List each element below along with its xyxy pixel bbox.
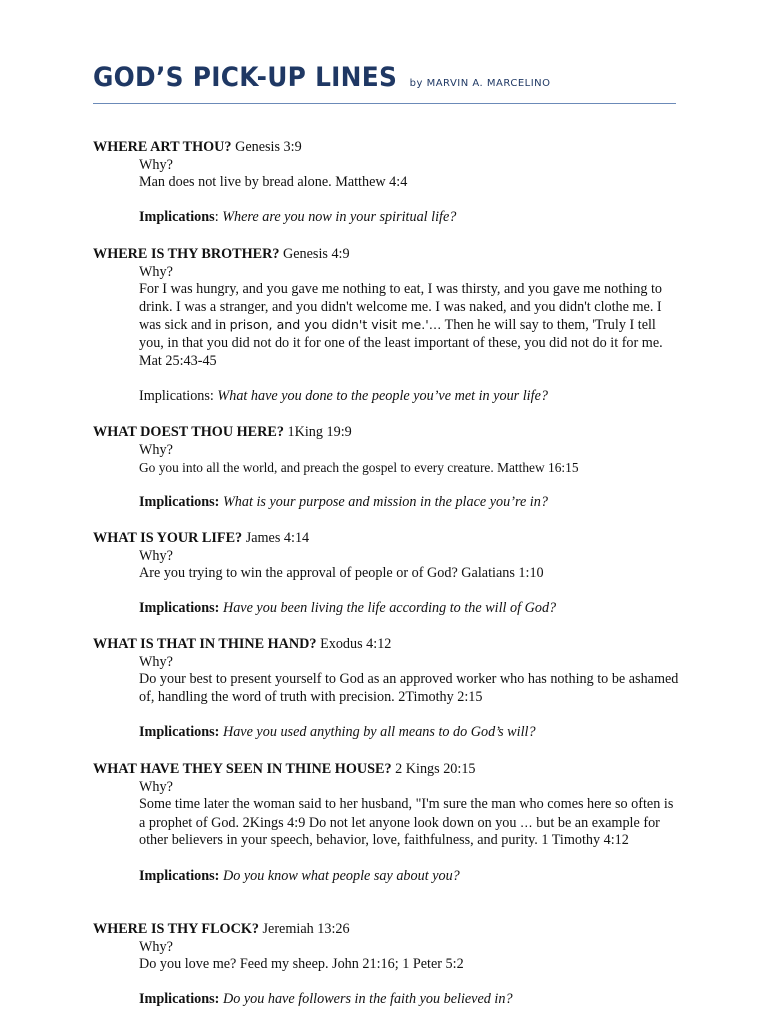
why-label: Why? xyxy=(139,653,173,670)
question-reference: Genesis 4:9 xyxy=(279,246,350,262)
question-line xyxy=(93,921,683,939)
question-reference: 2 Kings 20:15 xyxy=(391,761,476,777)
implications-text: Have you been living the life according to the will of God? xyxy=(222,600,557,617)
answer-part-a: Some time later the woman said to her husband, "I'm sure the man who comes here so often is a prophet of God. 2Kings 4:9 Do not let anyone look down on you xyxy=(139,796,674,831)
implications-line xyxy=(93,991,683,1009)
question-text: WHAT IS YOUR LIFE? xyxy=(93,530,243,546)
question-section-6 xyxy=(93,761,683,885)
question-reference: Exodus 4:12 xyxy=(316,636,392,652)
answer-text: Do you love me? Feed my sheep. John 21:16; 1 Peter 5:2 xyxy=(139,956,464,973)
why-label: Why? xyxy=(139,938,173,955)
why-label: Why? xyxy=(139,156,173,173)
answer-text: Do your best to present yourself to God as an approved worker who has nothing to be ashamed of, handling the word of truth with precision. 2Timothy 2:15 xyxy=(139,671,679,705)
question-text: WHERE ART THOU? xyxy=(93,139,232,155)
question-line xyxy=(93,530,683,548)
answer-part-c: Then he will say to them, 'Truly I tell you, in that you did not do it for one of the least important of these, you did not do it for me. Mat 25:43-45 xyxy=(139,317,663,369)
answer-text: Are you trying to win the approval of people or of God? Galatians 1:10 xyxy=(139,565,544,582)
question-text: WHERE IS THY FLOCK? xyxy=(93,921,259,937)
implications-label: Implications xyxy=(139,209,215,226)
implications-text: Do you have followers in the faith you believed in? xyxy=(222,991,513,1008)
answer-text xyxy=(93,281,683,370)
why-label: Why? xyxy=(139,547,173,564)
implications-separator: : xyxy=(214,209,223,226)
question-line xyxy=(93,636,683,654)
implications-line xyxy=(93,868,683,886)
answer-part-b: … xyxy=(520,814,533,830)
question-section-4 xyxy=(93,530,683,618)
answer-part-c: but be an example for other believers in your speech, behavior, love, faithfulness, and purity. 1 Timothy 4:12 xyxy=(139,814,660,849)
question-section-3 xyxy=(93,424,683,512)
question-section-2 xyxy=(93,246,683,405)
question-reference: James 4:14 xyxy=(242,530,310,546)
question-line xyxy=(93,246,683,264)
implications-line xyxy=(93,494,683,512)
implications-text: Where are you now in your spiritual life? xyxy=(222,209,457,226)
question-section-5 xyxy=(93,636,683,742)
implications-label: Implications: xyxy=(139,991,223,1008)
why-label: Why? xyxy=(139,441,173,458)
why-label: Why? xyxy=(139,263,173,280)
implications-line xyxy=(93,209,683,227)
answer-part-b: prison, and you didn't visit me.'… xyxy=(229,317,442,333)
document-title: GOD’S PICK-UP LINES xyxy=(93,62,398,93)
question-text: WHAT HAVE THEY SEEN IN THINE HOUSE? xyxy=(93,761,392,777)
question-reference: 1King 19:9 xyxy=(283,424,352,440)
header-divider xyxy=(93,103,676,104)
question-section-7 xyxy=(93,921,683,1009)
implications-label: Implications: xyxy=(139,387,218,404)
question-text: WHAT DOEST THOU HERE? xyxy=(93,424,284,440)
answer-text xyxy=(93,796,683,850)
question-line xyxy=(93,424,683,442)
implications-label: Implications: xyxy=(139,723,223,740)
implications-line xyxy=(93,388,683,406)
document-header xyxy=(93,62,551,93)
implications-text: Have you used anything by all means to do God’s will? xyxy=(222,723,536,740)
answer-text: Go you into all the world, and preach the gospel to every creature. Matthew 16:15 xyxy=(139,460,579,476)
question-reference: Genesis 3:9 xyxy=(231,139,302,155)
question-reference: Jeremiah 13:26 xyxy=(258,921,350,937)
author-byline: by MARVIN A. MARCELINO xyxy=(409,78,551,89)
question-line xyxy=(93,761,683,779)
answer-text: Man does not live by bread alone. Matthew 4:4 xyxy=(139,174,408,191)
question-section-1 xyxy=(93,139,683,227)
implications-label: Implications: xyxy=(139,494,223,511)
implications-line xyxy=(93,600,683,618)
question-text: WHERE IS THY BROTHER? xyxy=(93,246,280,262)
implications-line xyxy=(93,724,683,742)
implications-label: Implications: xyxy=(139,600,223,617)
question-text: WHAT IS THAT IN THINE HAND? xyxy=(93,636,317,652)
why-label: Why? xyxy=(139,778,173,795)
question-line xyxy=(93,139,683,157)
implications-text: What have you done to the people you’ve met in your life? xyxy=(217,387,548,404)
implications-label: Implications: xyxy=(139,867,223,884)
implications-text: What is your purpose and mission in the place you’re in? xyxy=(222,494,548,511)
implications-text: Do you know what people say about you? xyxy=(222,867,460,884)
answer-part-a: For I was hungry, and you gave me nothing to eat, I was thirsty, and you gave me nothing to drink. I was a stranger, and you didn't welcome me. I was naked, and you didn't clothe me. I was sick and in xyxy=(139,281,662,334)
